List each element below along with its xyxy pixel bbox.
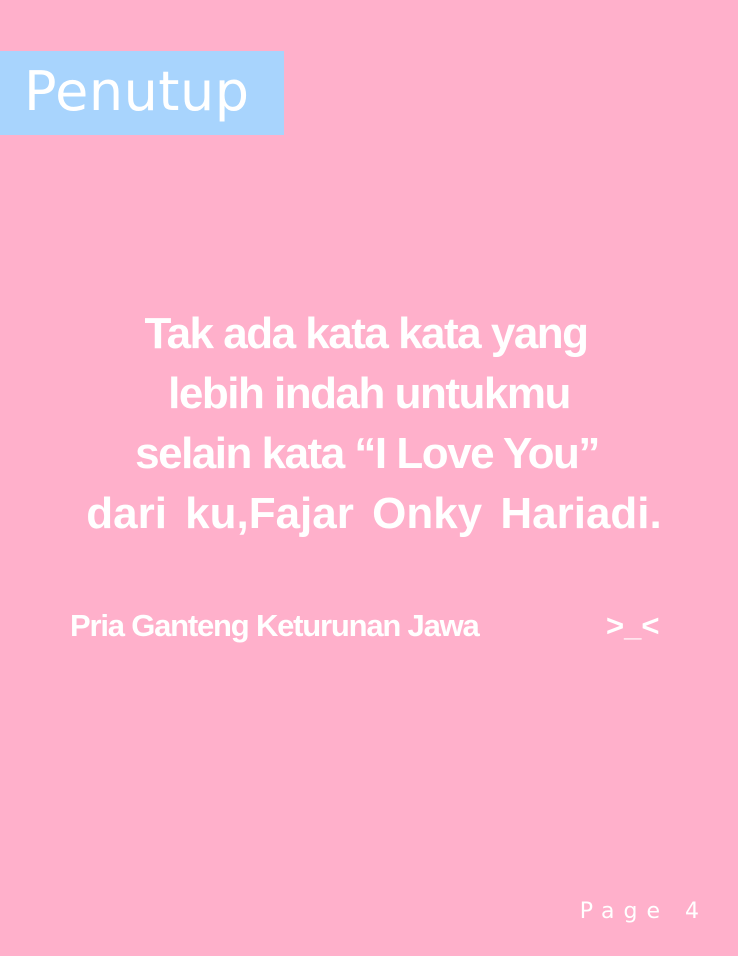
message-line: selain kata “I Love You” <box>135 429 599 478</box>
page-title: Penutup <box>24 60 250 123</box>
message-line: lebih indah untukmu <box>168 369 570 418</box>
page-number: Page 4 <box>579 899 708 924</box>
signature-text: Pria Ganteng Keturunan Jawa <box>70 608 479 643</box>
emoticon-text: >_< <box>606 608 660 643</box>
message-line: dari ku,Fajar Onky Hariadi. <box>86 489 662 538</box>
closing-message <box>0 304 738 544</box>
message-line: Tak ada kata kata yang <box>144 309 588 358</box>
